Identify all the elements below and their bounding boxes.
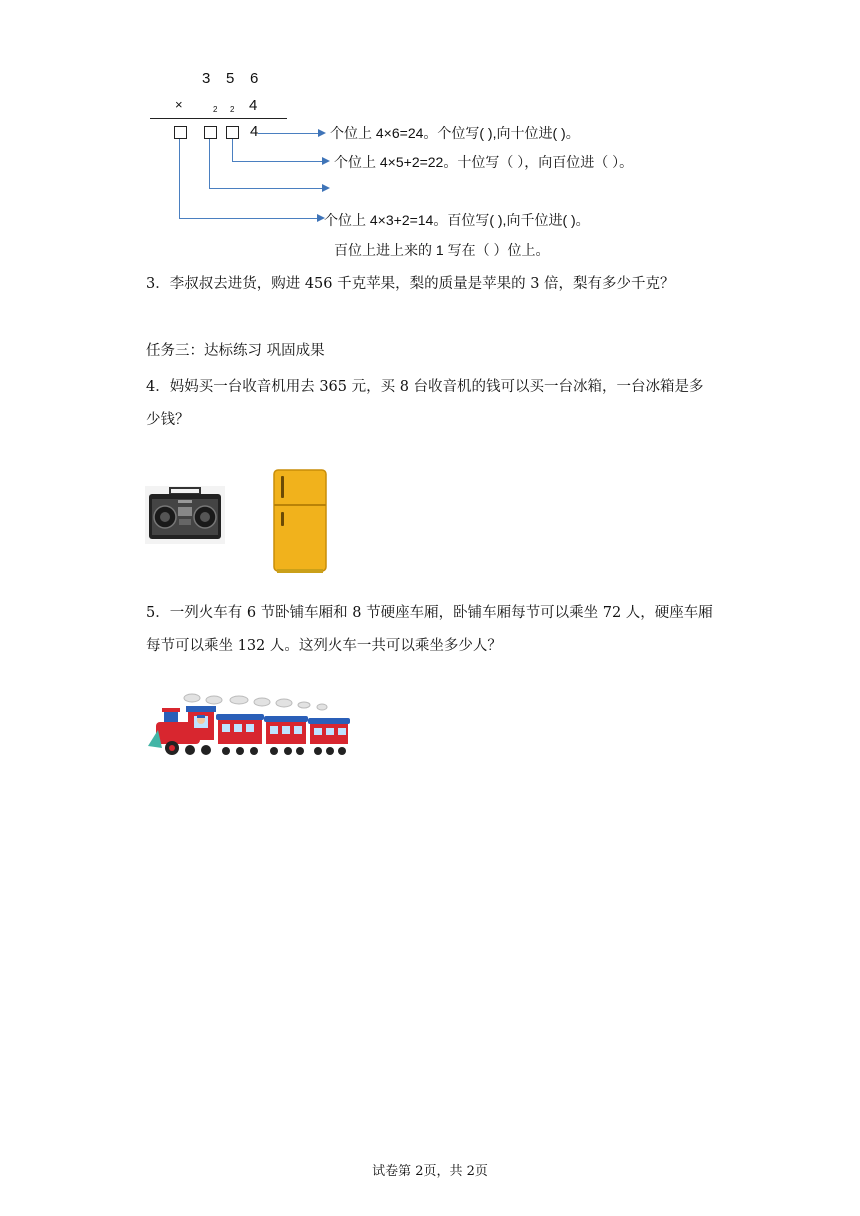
explanation-ones: 个位上 4×6=24。个位写( ),向十位进( )。 bbox=[330, 125, 580, 141]
refrigerator-image bbox=[271, 468, 329, 576]
question-3: 3．李叔叔去进货，购进 456 千克苹果，梨的质量是苹果的 3 倍，梨有多少千克？ bbox=[146, 276, 675, 292]
carry-digit: 2 bbox=[230, 105, 235, 114]
explanation-hundreds: 个位上 4×3+2=14。百位写( ),向千位进( )。 bbox=[324, 212, 590, 228]
answer-box-tens bbox=[226, 126, 239, 139]
result-ones-digit: 4 bbox=[250, 123, 259, 140]
page-footer: 试卷第 2页，共 2页 bbox=[372, 1164, 488, 1179]
arrow-line bbox=[209, 139, 210, 189]
question-4-line-2: 少钱？ bbox=[146, 412, 190, 428]
arrow-line bbox=[209, 188, 324, 189]
question-5-line-1: 5．一列火车有 6 节卧铺车厢和 8 节硬座车厢，卧铺车厢每节可以乘坐 72 人，硬座车厢 bbox=[146, 605, 713, 621]
explanation-tens: 个位上 4×5+2=22。十位写（ ），向百位进（ ）。 bbox=[334, 154, 634, 170]
product-rule bbox=[150, 118, 287, 119]
multiplier-digit: 4 bbox=[249, 97, 258, 114]
explanation-thousands: 百位上进上来的 1 写在（ ）位上。 bbox=[334, 242, 550, 258]
train-image bbox=[144, 690, 356, 762]
arrow-line bbox=[232, 139, 233, 162]
arrow-line bbox=[179, 218, 319, 219]
arrow-head bbox=[318, 129, 326, 137]
arrow-head bbox=[322, 157, 330, 165]
arrow-head bbox=[322, 184, 330, 192]
answer-box-hundreds bbox=[204, 126, 217, 139]
arrow-line bbox=[179, 139, 180, 219]
question-4-line-1: 4．妈妈买一台收音机用去 365 元，买 8 台收音机的钱可以买一台冰箱，一台冰箱是多 bbox=[146, 379, 704, 395]
arrow-line bbox=[232, 161, 324, 162]
arrow-line bbox=[258, 133, 320, 134]
answer-box-thousands bbox=[174, 126, 187, 139]
multiplicand-digit: 3 bbox=[202, 70, 211, 87]
multiplicand-digit: 6 bbox=[250, 70, 259, 87]
multiplicand-digit: 5 bbox=[226, 70, 235, 87]
radio-cassette-image bbox=[144, 485, 226, 545]
carry-digit: 2 bbox=[213, 105, 218, 114]
task-heading: 任务三：达标练习 巩固成果 bbox=[146, 343, 325, 359]
times-sign: × bbox=[175, 97, 183, 112]
question-5-line-2: 每节可以乘坐 132 人。这列火车一共可以乘坐多少人？ bbox=[146, 638, 502, 654]
